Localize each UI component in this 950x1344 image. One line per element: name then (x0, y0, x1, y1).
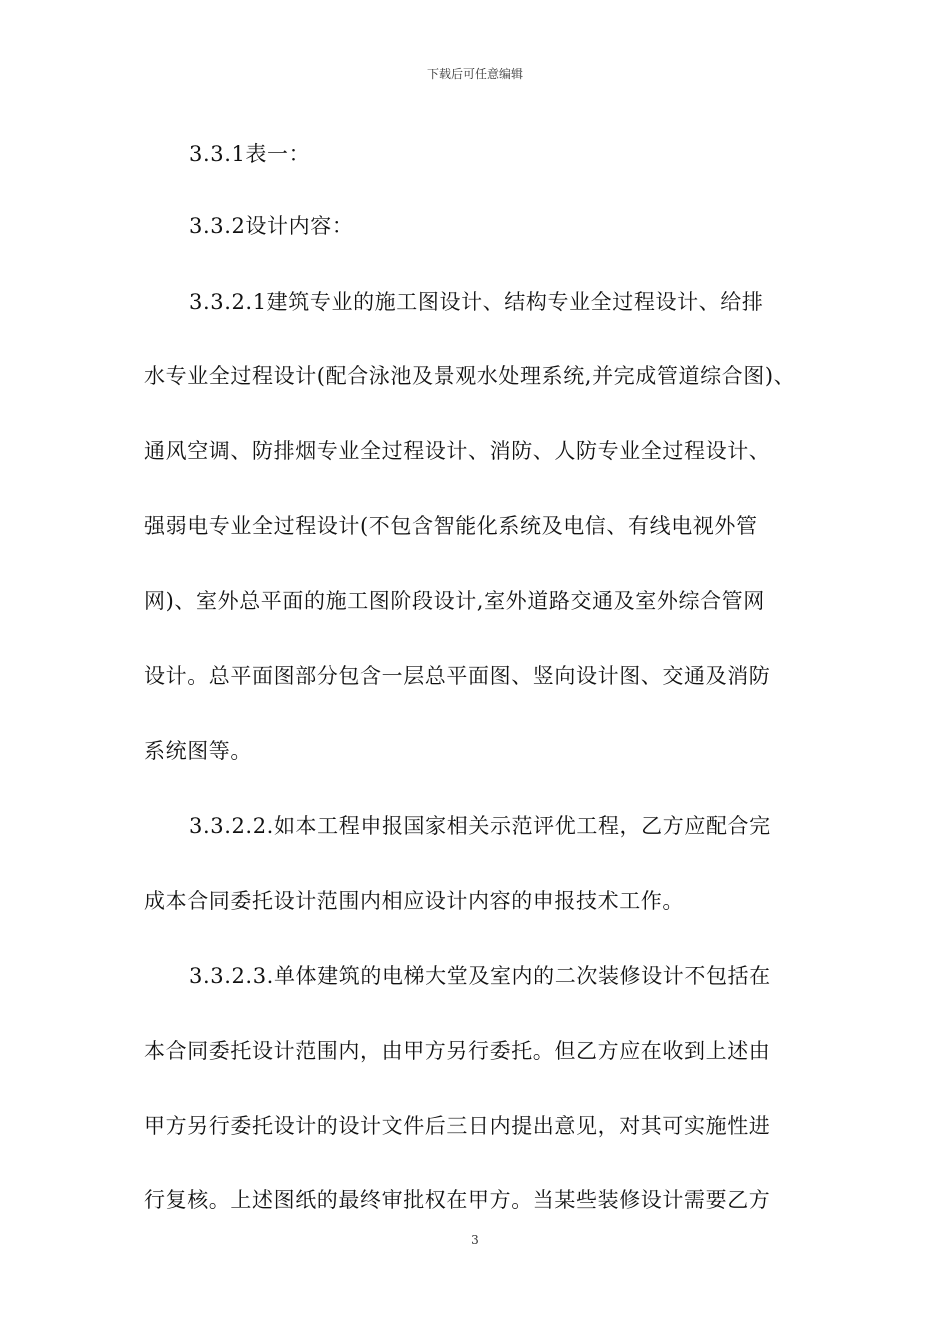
text-line: 3.3.2.1建筑专业的施工图设计、结构专业全过程设计、给排 (189, 290, 764, 314)
text-line: 行复核。上述图纸的最终审批权在甲方。当某些装修设计需要乙方 (144, 1188, 771, 1212)
text-line: 甲方另行委托设计的设计文件后三日内提出意见，对其可实施性进 (144, 1114, 771, 1138)
text-line: 强弱电专业全过程设计(不包含智能化系统及电信、有线电视外管 (144, 514, 758, 538)
text-line: 3.3.1表一： (189, 142, 311, 166)
text-line: 系统图等。 (144, 739, 252, 763)
text-line: 3.3.2.2.如本工程申报国家相关示范评优工程，乙方应配合完 (189, 814, 771, 838)
page-header: 下载后可任意编辑 (426, 67, 523, 81)
text-line: 网)、室外总平面的施工图阶段设计,室外道路交通及室外综合管网 (144, 589, 765, 613)
text-line: 设计。总平面图部分包含一层总平面图、竖向设计图、交通及消防 (144, 664, 771, 688)
text-line: 通风空调、防排烟专业全过程设计、消防、人防专业全过程设计、 (144, 439, 771, 463)
text-line: 本合同委托设计范围内，由甲方另行委托。但乙方应在收到上述由 (144, 1039, 771, 1063)
text-line: 成本合同委托设计范围内相应设计内容的申报技术工作。 (144, 889, 684, 913)
text-line: 水专业全过程设计(配合泳池及景观水处理系统,并完成管道综合图)、 (144, 364, 796, 388)
page-number: 3 (471, 1233, 479, 1247)
text-line: 3.3.2.3.单体建筑的电梯大堂及室内的二次装修设计不包括在 (189, 964, 771, 988)
text-line: 3.3.2设计内容： (189, 214, 354, 238)
